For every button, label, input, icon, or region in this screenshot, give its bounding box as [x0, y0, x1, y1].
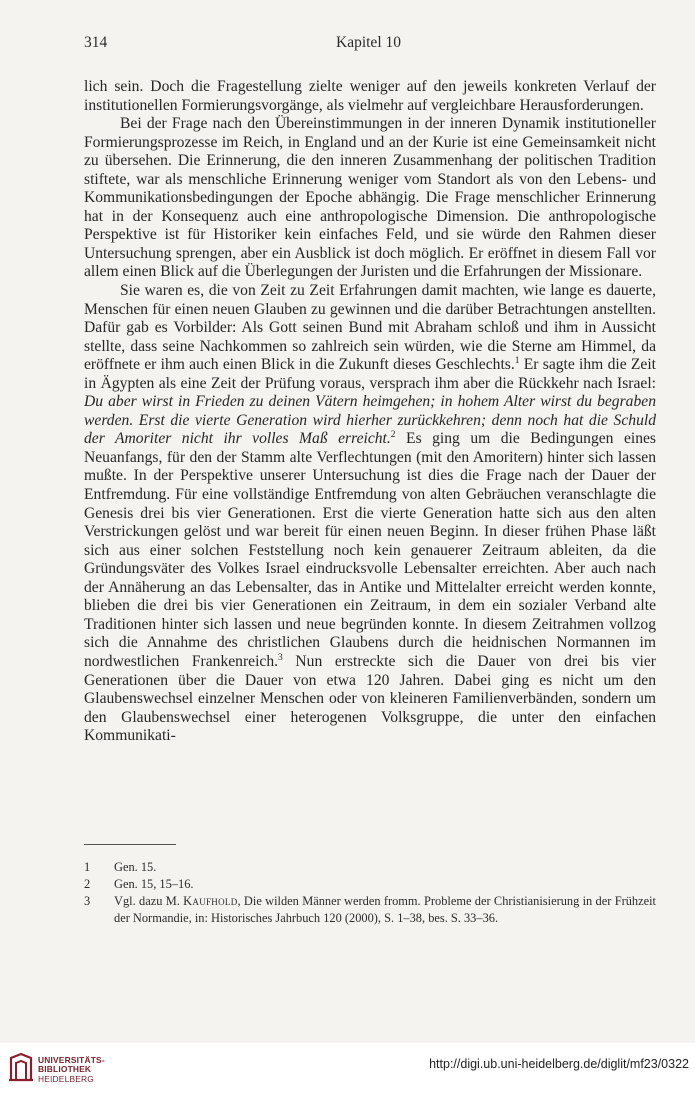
library-logo-icon[interactable] — [8, 1052, 34, 1082]
paragraph-3 — [84, 282, 656, 746]
library-name-line-1: UNIVERSITÄTS- — [38, 1055, 105, 1065]
footnote-number: 1 — [84, 860, 91, 874]
footnote-text — [114, 893, 656, 925]
paragraph-3-text-c: Es ging um die Bedingungen eines Neuanfangs, für den der Stamm alte Verflechtungen (mit den Amoritern) hinter sich lassen mußte. In der Perspektive unserer Untersuchung ist dies die Frage nach der Dauer der Entfremdung. Für eine vollständige Entfremdung von alten Gebräuchen veranschlagte die Genesis drei bis vier Generationen. Erst die vierte Generation hatte sich aus den alten Verstrickungen gelöst und war bereit für einen neuen Beginn. In dieser frühen Phase läßt sich aus einer solchen Feststellung noch kein genauerer Zeitraum ableiten, da die Gründungsväter des Volkes Israel eindrucksvolle Lebensalter erreichten. Aber auch nach der Annäherung an das Lebensalter, das in Antike und Mittelalter erreicht werden konnte, blieben die drei bis vier Generationen ein Zeitraum, in dem ein sozialer Verband alte Traditionen hinter sich lassen und neue begründen konnte. In diesem Zeitrahmen vollzog sich die Annahme des christlichen Glaubens durch die heidnischen Normannen im nordwestlichen Frankenreich. — [84, 430, 656, 670]
paragraph-2: Bei der Frage nach den Übereinstimmungen in der inneren Dynamik institutioneller Formierungsprozesse im Reich, in England und an der Kurie ist eine Gemeinsamkeit nicht zu übersehen. Die Erinnerung, die den inneren Zusammenhang der politischen Tradition stiftete, war als menschliche Erinnerung weniger vom Standort als von den Lebens- und Kommunikationsbedingungen der Epoche abhängig. Die Frage menschlicher Erinnerung hat in der Konsequenz auch eine anthropologische Dimension. Die anthropologische Perspektive ist für Historiker kein einfaches Feld, und sie würde den Rahmen dieser Untersuchung sprengen, aber ein Ausblick ist doch möglich. Er eröffnet in diesem Fall vor allem einen Blick auf die Überlegungen der Juristen und die Erfahrungen der Missionare. — [84, 115, 656, 281]
footnote-text: Gen. 15. — [114, 860, 157, 874]
footnote-3 — [84, 893, 656, 925]
footnote-2 — [84, 876, 656, 892]
library-name-line-2: BIBLIOTHEK — [38, 1064, 92, 1075]
genesis-quote: Du aber wirst in Frieden zu deinen Vätern heimgehen; in hohem Alter wirst du begraben werden. Erst die vierte Generation wird hierher zurückkehren; denn noch hat die Schuld der Amoriter nicht ihr volles Maß erreicht. — [84, 393, 656, 448]
paragraph-3-text-d: Nun erstreckte sich die Dauer von drei bis vier Generationen über die Dauer von etwa 120 Jahren. Dabei ging es nicht um den Glaubenswechsel einzelner Menschen oder von kleineren Familienverbänden, sondern um den Glaubenswechsel einer heterogenen Volksgruppe, die unter den einfachen Kommunikati- — [84, 652, 656, 745]
body-text — [84, 78, 656, 746]
page-number: 314 — [84, 34, 108, 51]
paragraph-3-text-a: Sie waren es, die von Zeit zu Zeit Erfahrungen damit machten, wie lange es dauerte, Menschen für einen neuen Glauben zu gewinnen und die darüber Betrachtungen anstellten. Dafür gab es Vorbilder: Als Gott seinen Bund mit Abraham schloß und ihm in Aussicht stellte, dass seine Nachkommen so zahlreich sein würden, wie die Sterne am Himmel, da eröffnete er ihm auch einen Blick in die Zukunft dieses Geschlechts. — [84, 282, 656, 374]
library-name[interactable] — [38, 1056, 105, 1084]
footnote-text: Gen. 15, 15–16. — [114, 877, 194, 892]
footnote-ref-2[interactable]: 2 — [390, 430, 396, 441]
paragraph-1: lich sein. Doch die Fragestellung zielte weniger auf den jeweils konkreten Verlauf der institutionellen Formierungsvorgänge, als vielmehr auf vergleichbare Herausforderungen. — [84, 78, 656, 114]
chapter-title: Kapitel 10 — [336, 34, 401, 51]
permalink-url[interactable]: http://digi.ub.uni-heidelberg.de/diglit/mf23/0322 — [429, 1057, 689, 1071]
viewer-footer — [0, 1043, 695, 1095]
footnote-prefix: Vgl. dazu M. — [114, 894, 184, 909]
library-name-line-3: HEIDELBERG — [38, 1073, 94, 1084]
footnote-ref-1[interactable]: 1 — [514, 356, 520, 367]
footnote-ref-3[interactable]: 3 — [278, 652, 283, 663]
footnote-1 — [84, 859, 656, 875]
paragraph-3-text-b: Er sagte ihm die Zeit in Ägypten als eine Zeit der Prüfung voraus, versprach ihm aber die Rückkehr nach Israel: — [84, 356, 656, 392]
footnote-number: 2 — [84, 877, 91, 892]
running-header — [84, 34, 653, 56]
footnotes — [84, 859, 656, 927]
footnote-divider — [84, 844, 176, 845]
footnote-author: Kaufhold — [183, 894, 238, 909]
footnote-citation: , Die wilden Männer werden fromm. Probleme der Christianisierung in der Frühzeit der Normandie, in: Historisches Jahrbuch 120 (2000), S. 1–38, bes. S. 33–36. — [114, 894, 656, 925]
footnote-number: 3 — [84, 894, 91, 909]
